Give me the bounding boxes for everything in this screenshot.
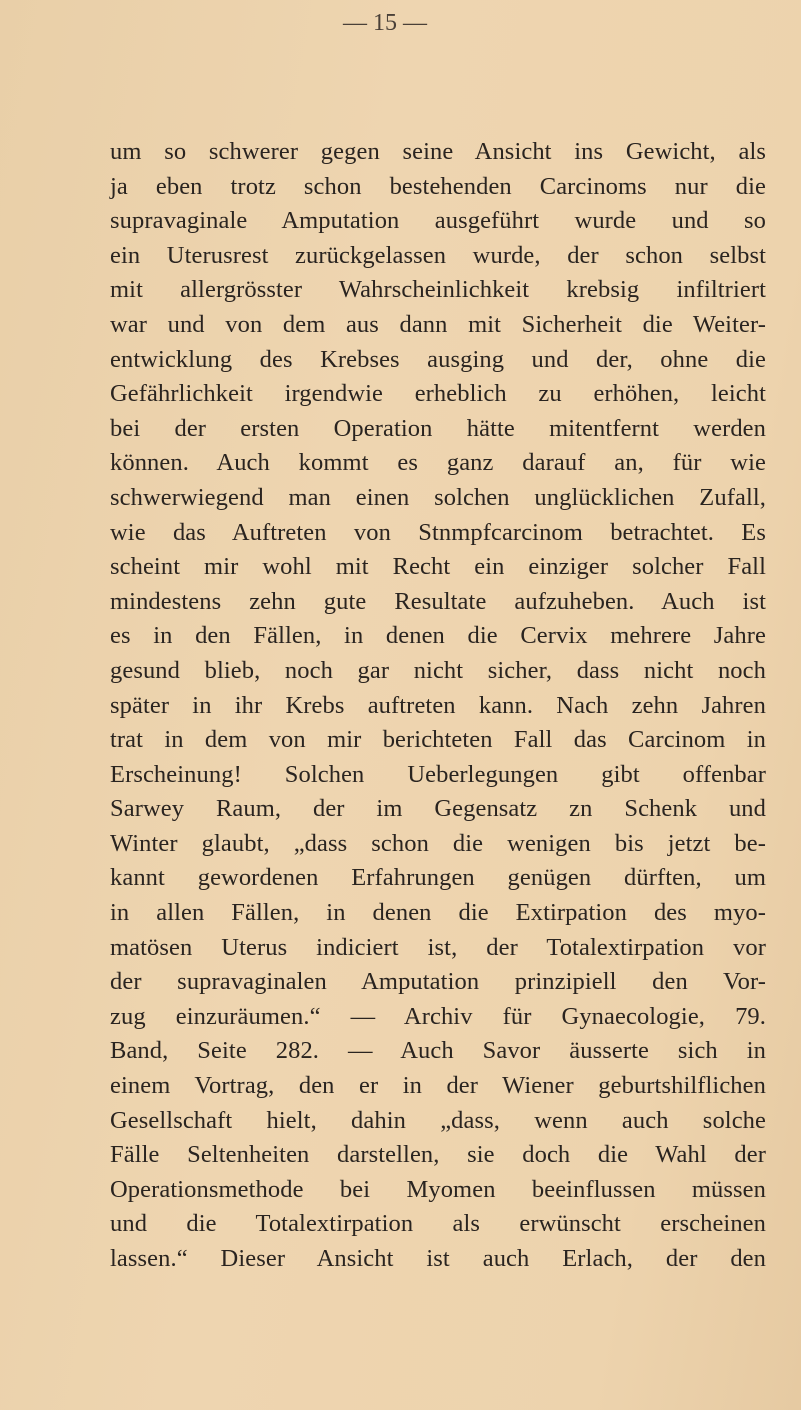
text-line: der supravaginalen Amputation prinzipiell den Vor- <box>110 968 766 996</box>
text-line: mindestens zehn gute Resultate aufzuheben. Auch ist <box>110 587 766 615</box>
text-line: in allen Fällen, in denen die Extirpation des myo- <box>110 899 766 927</box>
text-line: ein Uterusrest zurückgelassen wurde, der schon selbst <box>110 241 766 269</box>
text-line: Fälle Seltenheiten darstellen, sie doch die Wahl der <box>110 1141 766 1169</box>
text-line: und die Totalextirpation als erwünscht erscheinen <box>110 1210 766 1238</box>
text-line: wie das Auftreten von Stnmpfcarcinom betrachtet. Es <box>110 518 766 546</box>
text-line: lassen.“ Dieser Ansicht ist auch Erlach, der den <box>110 1245 766 1272</box>
text-line: bei der ersten Operation hätte mitentfernt werden <box>110 414 766 442</box>
text-line: zug einzuräumen.“ — Archiv für Gynaecologie, 79. <box>110 1002 766 1030</box>
text-line: Operationsmethode bei Myomen beeinflussen müssen <box>110 1175 766 1203</box>
text-line: war und von dem aus dann mit Sicherheit die Weiter- <box>110 310 766 338</box>
text-line: kannt gewordenen Erfahrungen genügen dürften, um <box>110 864 766 892</box>
text-line: Gefährlichkeit irgendwie erheblich zu erhöhen, leicht <box>110 380 766 408</box>
text-line: Winter glaubt, „dass schon die wenigen bis jetzt be- <box>110 829 766 857</box>
text-line: Sarwey Raum, der im Gegensatz zn Schenk und <box>110 795 766 823</box>
text-line: später in ihr Krebs auftreten kann. Nach zehn Jahren <box>110 691 766 719</box>
text-line: Erscheinung! Solchen Ueberlegungen gibt offenbar <box>110 760 766 788</box>
text-line: können. Auch kommt es ganz darauf an, für wie <box>110 449 766 477</box>
text-line: um so schwerer gegen seine Ansicht ins Gewicht, als <box>110 138 766 165</box>
text-line: schwerwiegend man einen solchen unglücklichen Zufall, <box>110 483 766 511</box>
text-line: entwicklung des Krebses ausging und der, ohne die <box>110 345 766 373</box>
text-line: supravaginale Amputation ausgeführt wurde und so <box>110 207 766 235</box>
text-line: mit allergrösster Wahrscheinlichkeit krebsig infiltriert <box>110 276 766 304</box>
text-line: trat in dem von mir berichteten Fall das Carcinom in <box>110 726 766 754</box>
text-line: scheint mir wohl mit Recht ein einziger solcher Fall <box>110 553 766 581</box>
page-number: — 15 — <box>343 10 427 36</box>
text-line: Band, Seite 282. — Auch Savor äusserte sich in <box>110 1037 766 1065</box>
text-line: einem Vortrag, den er in der Wiener geburtshilflichen <box>110 1072 766 1100</box>
text-line: es in den Fällen, in denen die Cervix mehrere Jahre <box>110 622 766 650</box>
text-line: gesund blieb, noch gar nicht sicher, dass nicht noch <box>110 656 766 684</box>
text-line: ja eben trotz schon bestehenden Carcinoms nur die <box>110 172 766 200</box>
body-text <box>110 135 766 1277</box>
text-line: matösen Uterus indiciert ist, der Totalextirpation vor <box>110 933 766 961</box>
text-line: Gesellschaft hielt, dahin „dass, wenn auch solche <box>110 1106 766 1134</box>
